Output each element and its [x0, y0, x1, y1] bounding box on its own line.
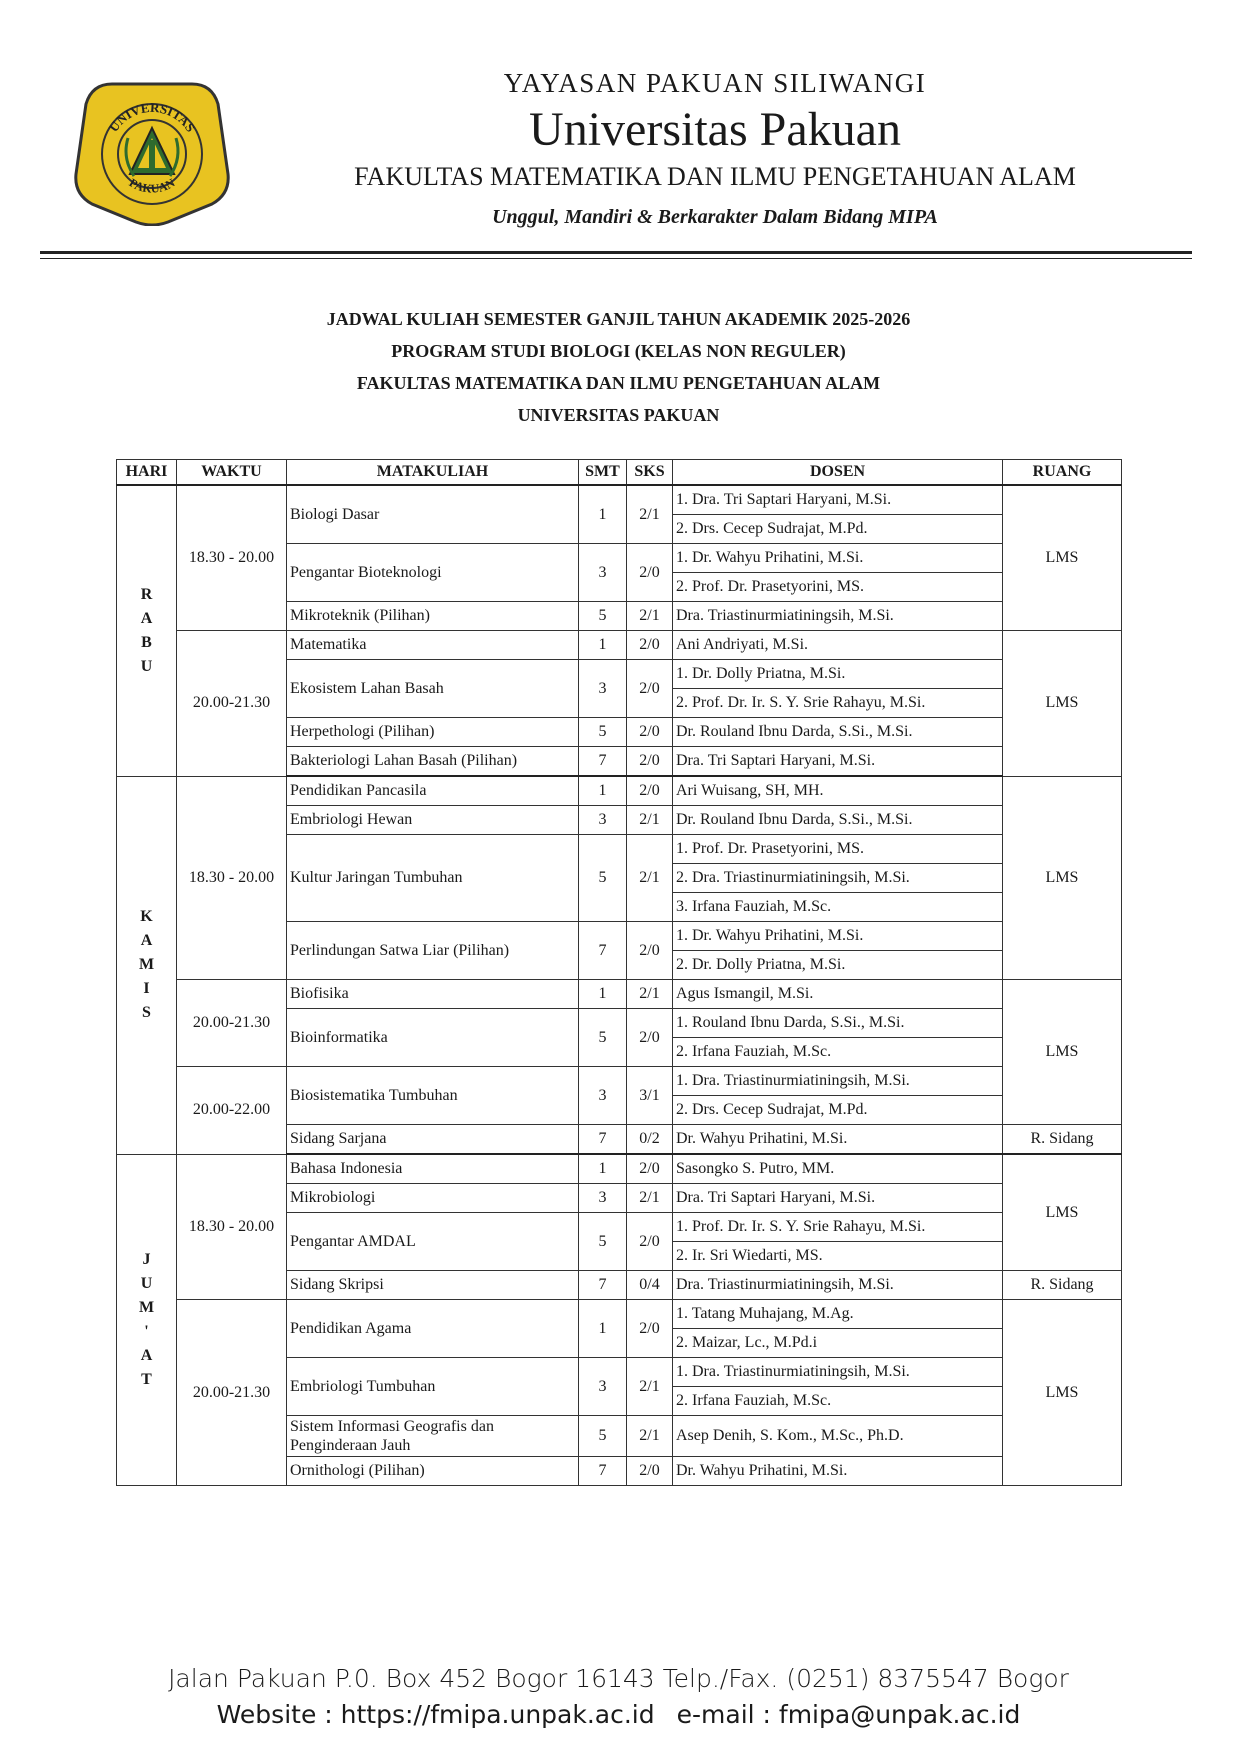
lecturer: 1. Dr. Dolly Priatna, M.Si. — [673, 660, 1003, 689]
course-name: Sidang Sarjana — [287, 1125, 579, 1155]
table-row — [117, 1067, 1122, 1096]
col-header-waktu: WAKTU — [177, 460, 287, 486]
lecturer: 2. Irfana Fauziah, M.Sc. — [673, 1387, 1003, 1416]
semester: 3 — [579, 1358, 627, 1416]
col-header-matakuliah: MATAKULIAH — [287, 460, 579, 486]
foundation-name: YAYASAN PAKUAN SILIWANGI — [503, 68, 927, 98]
room: LMS — [1003, 980, 1122, 1125]
course-name: Embriologi Tumbuhan — [287, 1358, 579, 1416]
course-name: Mikrobiologi — [287, 1184, 579, 1213]
col-header-sks: SKS — [627, 460, 673, 486]
lecturer: 1. Rouland Ibnu Darda, S.Si., M.Si. — [673, 1009, 1003, 1038]
time-slot: 18.30 - 20.00 — [177, 485, 287, 631]
semester: 3 — [579, 660, 627, 718]
credits: 2/1 — [627, 1358, 673, 1416]
lecturer: 2. Drs. Cecep Sudrajat, M.Pd. — [673, 515, 1003, 544]
credits: 2/1 — [627, 835, 673, 922]
lecturer: 1. Prof. Dr. Ir. S. Y. Srie Rahayu, M.Si. — [673, 1213, 1003, 1242]
credits: 2/0 — [627, 1457, 673, 1486]
lecturer: 2. Prof. Dr. Prasetyorini, MS. — [673, 573, 1003, 602]
time-slot: 20.00-22.00 — [177, 1067, 287, 1155]
credits: 2/1 — [627, 806, 673, 835]
lecturer: Dra. Tri Saptari Haryani, M.Si. — [673, 1184, 1003, 1213]
credits: 2/0 — [627, 776, 673, 806]
lecturer: Dr. Rouland Ibnu Darda, S.Si., M.Si. — [673, 718, 1003, 747]
lecturer: 1. Dr. Wahyu Prihatini, M.Si. — [673, 544, 1003, 573]
table-row — [117, 980, 1122, 1009]
semester: 1 — [579, 1154, 627, 1184]
credits: 3/1 — [627, 1067, 673, 1125]
semester: 1 — [579, 776, 627, 806]
semester: 1 — [579, 1300, 627, 1358]
semester: 1 — [579, 980, 627, 1009]
room: LMS — [1003, 1154, 1122, 1271]
credits: 2/0 — [627, 747, 673, 777]
faculty-name: FAKULTAS MATEMATIKA DAN ILMU PENGETAHUAN ALAM — [354, 162, 1076, 191]
course-name: Perlindungan Satwa Liar (Pilihan) — [287, 922, 579, 980]
credits: 2/0 — [627, 922, 673, 980]
semester: 5 — [579, 835, 627, 922]
university-logo — [72, 78, 232, 226]
lecturer: Dra. Triastinurmiatiningsih, M.Si. — [673, 1271, 1003, 1300]
semester: 1 — [579, 631, 627, 660]
title-line-1: JADWAL KULIAH SEMESTER GANJIL TAHUN AKADEMIK 2025-2026 — [326, 309, 911, 329]
lecturer: 2. Prof. Dr. Ir. S. Y. Srie Rahayu, M.Si. — [673, 689, 1003, 718]
time-slot: 18.30 - 20.00 — [177, 776, 287, 980]
lecturer: 2. Drs. Cecep Sudrajat, M.Pd. — [673, 1096, 1003, 1125]
lecturer: 3. Irfana Fauziah, M.Sc. — [673, 893, 1003, 922]
room: R. Sidang — [1003, 1125, 1122, 1155]
room: LMS — [1003, 631, 1122, 777]
table-row — [117, 1300, 1122, 1329]
semester: 7 — [579, 1271, 627, 1300]
course-name: Mikroteknik (Pilihan) — [287, 602, 579, 631]
lecturer: Asep Denih, S. Kom., M.Sc., Ph.D. — [673, 1416, 1003, 1457]
lecturer: 2. Irfana Fauziah, M.Sc. — [673, 1038, 1003, 1067]
semester: 7 — [579, 1125, 627, 1155]
lecturer: Agus Ismangil, M.Si. — [673, 980, 1003, 1009]
course-name: Bakteriologi Lahan Basah (Pilihan) — [287, 747, 579, 777]
day-kamis: K A M I S — [117, 776, 177, 1154]
course-name: Ekosistem Lahan Basah — [287, 660, 579, 718]
logo-text-top: UNIVERSITAS — [105, 99, 199, 135]
credits: 2/0 — [627, 631, 673, 660]
lecturer: Ari Wuisang, SH, MH. — [673, 776, 1003, 806]
room: LMS — [1003, 485, 1122, 631]
schedule-table — [116, 459, 1122, 1486]
semester: 5 — [579, 718, 627, 747]
lecturer: 2. Maizar, Lc., M.Pd.i — [673, 1329, 1003, 1358]
credits: 0/2 — [627, 1125, 673, 1155]
semester: 7 — [579, 1457, 627, 1486]
university-name: Universitas Pakuan — [529, 103, 901, 156]
lecturer: 2. Dra. Triastinurmiatiningsih, M.Si. — [673, 864, 1003, 893]
lecturer: 1. Dra. Triastinurmiatiningsih, M.Si. — [673, 1067, 1003, 1096]
col-header-ruang: RUANG — [1003, 460, 1122, 486]
time-slot: 20.00-21.30 — [177, 631, 287, 777]
semester: 7 — [579, 747, 627, 777]
course-name: Biofisika — [287, 980, 579, 1009]
day-rabu: R A B U — [117, 485, 177, 776]
table-row — [117, 485, 1122, 515]
time-slot: 18.30 - 20.00 — [177, 1154, 287, 1300]
letterhead-rule-thin — [40, 258, 1192, 259]
credits: 2/1 — [627, 1416, 673, 1457]
credits: 2/0 — [627, 1009, 673, 1067]
semester: 1 — [579, 485, 627, 544]
lecturer: Dra. Tri Saptari Haryani, M.Si. — [673, 747, 1003, 777]
semester: 3 — [579, 544, 627, 602]
letterhead-rule — [40, 251, 1192, 254]
lecturer: Ani Andriyati, M.Si. — [673, 631, 1003, 660]
course-name: Ornithologi (Pilihan) — [287, 1457, 579, 1486]
course-name: Kultur Jaringan Tumbuhan — [287, 835, 579, 922]
room: LMS — [1003, 1300, 1122, 1486]
table-row — [117, 631, 1122, 660]
day-jumat: J U M ' A T — [117, 1154, 177, 1486]
footer-email[interactable]: e-mail : fmipa@unpak.ac.id — [676, 1700, 1021, 1729]
col-header-smt: SMT — [579, 460, 627, 486]
semester: 3 — [579, 806, 627, 835]
title-line-4: UNIVERSITAS PAKUAN — [517, 405, 720, 425]
credits: 2/1 — [627, 980, 673, 1009]
col-header-dosen: DOSEN — [673, 460, 1003, 486]
course-name: Matematika — [287, 631, 579, 660]
course-name: Embriologi Hewan — [287, 806, 579, 835]
credits: 2/0 — [627, 1213, 673, 1271]
course-name: Pendidikan Agama — [287, 1300, 579, 1358]
course-name: Biosistematika Tumbuhan — [287, 1067, 579, 1125]
course-name: Bahasa Indonesia — [287, 1154, 579, 1184]
course-name: Pengantar AMDAL — [287, 1213, 579, 1271]
footer-contact — [0, 1700, 1237, 1729]
course-name: Biologi Dasar — [287, 485, 579, 544]
course-name: Sistem Informasi Geografis dan Penginderaan Jauh — [287, 1416, 579, 1457]
time-slot: 20.00-21.30 — [177, 1300, 287, 1486]
footer-website[interactable]: Website : https://fmipa.unpak.ac.id — [216, 1700, 655, 1729]
lecturer: Dr. Wahyu Prihatini, M.Si. — [673, 1457, 1003, 1486]
semester: 3 — [579, 1067, 627, 1125]
semester: 7 — [579, 922, 627, 980]
title-line-3: FAKULTAS MATEMATIKA DAN ILMU PENGETAHUAN ALAM — [356, 373, 881, 393]
course-name: Pendidikan Pancasila — [287, 776, 579, 806]
lecturer: Dr. Rouland Ibnu Darda, S.Si., M.Si. — [673, 806, 1003, 835]
room: LMS — [1003, 776, 1122, 980]
course-name: Sidang Skripsi — [287, 1271, 579, 1300]
semester: 5 — [579, 1213, 627, 1271]
lecturer: 1. Prof. Dr. Prasetyorini, MS. — [673, 835, 1003, 864]
credits: 2/1 — [627, 602, 673, 631]
col-header-hari: HARI — [117, 460, 177, 486]
lecturer: 1. Dra. Triastinurmiatiningsih, M.Si. — [673, 1358, 1003, 1387]
credits: 2/0 — [627, 660, 673, 718]
lecturer: 2. Dr. Dolly Priatna, M.Si. — [673, 951, 1003, 980]
title-line-2: PROGRAM STUDI BIOLOGI (KELAS NON REGULER) — [391, 341, 846, 361]
semester: 5 — [579, 602, 627, 631]
credits: 2/1 — [627, 485, 673, 544]
credits: 2/0 — [627, 1300, 673, 1358]
lecturer: 1. Dra. Tri Saptari Haryani, M.Si. — [673, 485, 1003, 515]
course-name: Bioinformatika — [287, 1009, 579, 1067]
table-header-row — [117, 460, 1122, 486]
motto: Unggul, Mandiri & Berkarakter Dalam Bidang MIPA — [492, 206, 938, 228]
lecturer: Sasongko S. Putro, MM. — [673, 1154, 1003, 1184]
semester: 5 — [579, 1009, 627, 1067]
room: R. Sidang — [1003, 1271, 1122, 1300]
credits: 2/0 — [627, 1154, 673, 1184]
semester: 5 — [579, 1416, 627, 1457]
logo-text-bottom: PAKUAN — [126, 175, 178, 196]
credits: 2/0 — [627, 718, 673, 747]
lecturer: Dr. Wahyu Prihatini, M.Si. — [673, 1125, 1003, 1155]
lecturer: 1. Tatang Muhajang, M.Ag. — [673, 1300, 1003, 1329]
course-name: Pengantar Bioteknologi — [287, 544, 579, 602]
footer-address: Jalan Pakuan P.0. Box 452 Bogor 16143 Telp./Fax. (0251) 8375547 Bogor — [168, 1664, 1069, 1693]
credits: 2/1 — [627, 1184, 673, 1213]
time-slot: 20.00-21.30 — [177, 980, 287, 1067]
lecturer: Dra. Triastinurmiatiningsih, M.Si. — [673, 602, 1003, 631]
table-row — [117, 1154, 1122, 1184]
credits: 2/0 — [627, 544, 673, 602]
semester: 3 — [579, 1184, 627, 1213]
lecturer: 2. Ir. Sri Wiedarti, MS. — [673, 1242, 1003, 1271]
credits: 0/4 — [627, 1271, 673, 1300]
lecturer: 1. Dr. Wahyu Prihatini, M.Si. — [673, 922, 1003, 951]
course-name: Herpethologi (Pilihan) — [287, 718, 579, 747]
table-row — [117, 776, 1122, 806]
